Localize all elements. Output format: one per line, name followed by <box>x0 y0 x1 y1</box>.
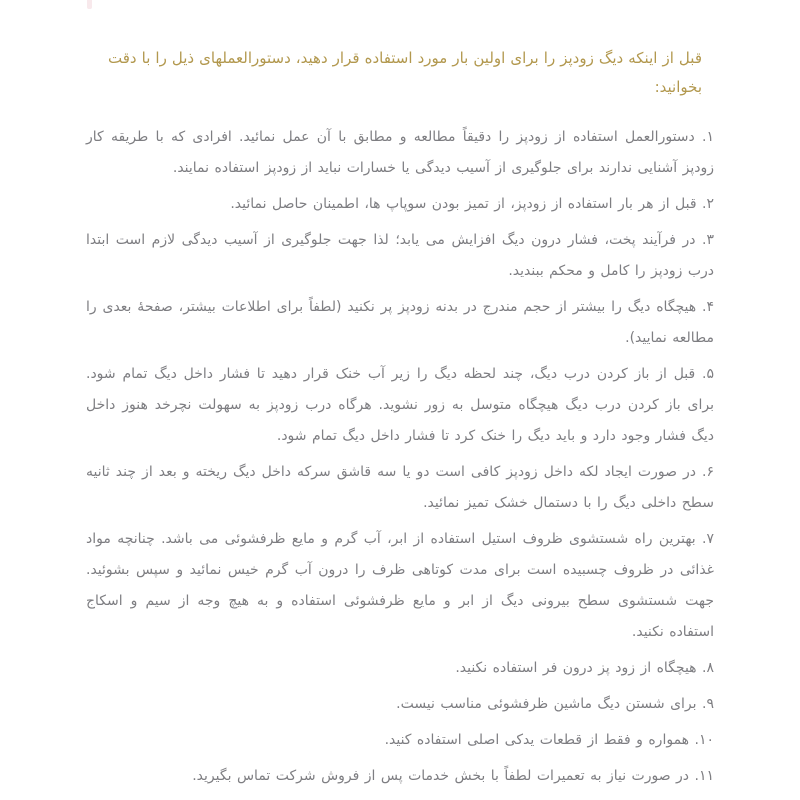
instruction-item-8: ۸. هیچگاه از زود پز درون فر استفاده نکنید. <box>455 660 714 676</box>
page-heading: قبل از اینکه دیگ زودپز را برای اولین بار مورد استفاده قرار دهید، دستورالعملهای ذیل را با دقت بخوانید: <box>108 49 702 96</box>
instruction-item-9: ۹. برای شستن دیگ ماشین ظرفشوئی مناسب نیست. <box>396 696 714 712</box>
instruction-item-11: ۱۱. در صورت نیاز به تعمیرات لطفاً با بخش خدمات پس از فروش شرکت تماس بگیرید. <box>192 768 714 784</box>
instruction-item-2: ۲. قبل از هر بار استفاده از زودپز، از تمیز بودن سوپاپ ها، اطمینان حاصل نمائید. <box>230 196 714 212</box>
instruction-item-1: ۱. دستورالعمل استفاده از زودپز را دقیقاً مطالعه و مطابق با آن عمل نمائید. افرادی که با طریقه کار زودپز آشنایی ندارند برای جلوگیری از آسیب دیدگی یا خسارات نباید از زودپز استفاده نمایند. <box>86 129 714 176</box>
instruction-item-4: ۴. هیچگاه دیگ را بیشتر از حجم مندرج در بدنه زودپز پر نکنید (لطفاً برای اطلاعات بیشتر، صفحهٔ بعدی را مطالعه نمایید). <box>86 299 714 346</box>
instruction-item-7: ۷. بهترین راه شستشوی ظروف استیل استفاده از ابر، آب گرم و مایع ظرفشوئی می باشد. چنانچه مواد غذائی در ظروف چسبیده است برای مدت کوتاهی ظرف را درون آب گرم خیس نمائید و سپس بشوئید. جهت شستشوی سطح بیرونی دیگ از ابر و مایع ظرفشوئی استفاده و به هیچ وجه از سیم و اسکاج استفاده نکنید. <box>86 531 714 640</box>
instruction-item-3: ۳. در فرآیند پخت، فشار درون دیگ افزایش می یابد؛ لذا جهت جلوگیری از آسیب دیدگی لازم است ابتدا درب زودپز را کامل و محکم ببندید. <box>86 232 714 279</box>
instruction-item-10: ۱۰. همواره و فقط از قطعات یدکی اصلی استفاده کنید. <box>384 732 714 748</box>
instruction-item-5: ۵. قبل از باز کردن درب دیگ، چند لحظه دیگ را زیر آب خنک قرار دهید تا فشار داخل دیگ تمام شود. برای باز کردن درب دیگ هیچگاه متوسل به زور نشوید. هرگاه درب زودپز به سهولت نچرخد هنوز داخل دیگ فشار وجود دارد و باید دیگ را خنک کرد تا فشار داخل دیگ تمام شود. <box>86 366 714 444</box>
instruction-item-6: ۶. در صورت ایجاد لکه داخل زودپز کافی است دو یا سه قاشق سرکه داخل دیگ ریخته و بعد از چند ثانیه سطح داخلی دیگ را با دستمال خشک تمیز نمائید. <box>86 464 714 511</box>
crop-mark <box>87 0 92 9</box>
